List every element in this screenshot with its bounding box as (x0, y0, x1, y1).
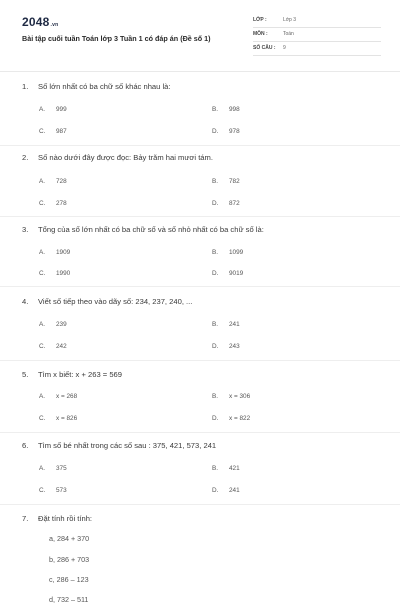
option-label: C. (39, 200, 46, 207)
option-label: C. (39, 128, 46, 135)
option-label: C. (39, 343, 46, 350)
option-a[interactable] (39, 393, 77, 400)
option-c[interactable] (39, 343, 67, 350)
divider (0, 504, 400, 505)
option-label: B. (212, 106, 219, 113)
option-value: 9019 (229, 270, 244, 277)
option-value: 243 (229, 343, 240, 350)
option-label: D. (212, 128, 219, 135)
option-value: 242 (56, 343, 67, 350)
option-value: 375 (56, 465, 67, 472)
option-b[interactable] (212, 249, 243, 256)
meta-grade-value: Lớp 3 (283, 17, 297, 23)
calc-item-b: b, 286 + 703 (49, 555, 90, 564)
divider (0, 432, 400, 433)
option-value: 278 (56, 200, 67, 207)
question-number: 5. (22, 370, 29, 379)
option-value: 987 (56, 128, 67, 135)
option-value: 421 (229, 465, 240, 472)
question-prompt: Số lớn nhất có ba chữ số khác nhau là: (38, 82, 171, 91)
question-text (22, 297, 192, 306)
question-number: 1. (22, 82, 29, 91)
meta-grade-label: LỚP : (253, 17, 267, 23)
option-c[interactable] (39, 128, 67, 135)
logo-text: 2048 (22, 15, 50, 29)
meta-grade (253, 14, 381, 28)
question-text (22, 441, 216, 450)
option-label: B. (212, 393, 219, 400)
option-value: 999 (56, 106, 67, 113)
question-number: 2. (22, 153, 29, 162)
question-text (22, 153, 213, 162)
question-prompt: Tìm số bé nhất trong các số sau : 375, 421, 573, 241 (38, 441, 217, 450)
page-title: Bài tập cuối tuần Toán lớp 3 Tuần 1 có đáp án (Đề số 1) (22, 34, 211, 43)
question-prompt: Tổng của số lớn nhất có ba chữ số và số nhỏ nhất có ba chữ số là: (38, 225, 264, 234)
option-d[interactable] (212, 487, 240, 494)
option-value: x = 822 (229, 415, 251, 422)
option-b[interactable] (212, 106, 240, 113)
option-label: C. (39, 415, 46, 422)
meta-count-value: 9 (283, 45, 286, 51)
option-c[interactable] (39, 487, 67, 494)
option-value: 872 (229, 200, 240, 207)
option-b[interactable] (212, 465, 240, 472)
option-value: 241 (229, 321, 240, 328)
option-label: D. (212, 415, 219, 422)
meta-subject-label: MÔN : (253, 31, 268, 37)
logo-suffix: .vn (50, 22, 59, 28)
option-d[interactable] (212, 200, 240, 207)
option-label: C. (39, 487, 46, 494)
question-number: 4. (22, 297, 29, 306)
calc-item-d: d, 732 – 511 (49, 595, 89, 604)
option-d[interactable] (212, 128, 240, 135)
option-c[interactable] (39, 200, 67, 207)
option-b[interactable] (212, 393, 250, 400)
calc-item-a: a, 284 + 370 (49, 534, 90, 543)
header-divider (0, 71, 400, 72)
option-value: 998 (229, 106, 240, 113)
option-value: x = 268 (56, 393, 78, 400)
option-d[interactable] (212, 343, 240, 350)
option-value: 239 (56, 321, 67, 328)
question-prompt: Số nào dưới đây được đọc: Bảy trăm hai mươi tám. (38, 153, 213, 162)
option-label: D. (212, 487, 219, 494)
meta-subject-value: Toán (283, 31, 294, 37)
option-d[interactable] (212, 415, 250, 422)
option-a[interactable] (39, 249, 70, 256)
option-label: A. (39, 178, 46, 185)
divider (0, 286, 400, 287)
option-b[interactable] (212, 321, 240, 328)
option-value: 978 (229, 128, 240, 135)
option-label: A. (39, 321, 46, 328)
question-text (22, 370, 122, 379)
calc-item-c: c, 286 – 123 (49, 575, 89, 584)
option-label: D. (212, 270, 219, 277)
option-value: 782 (229, 178, 240, 185)
meta-count-label: SỐ CÂU : (253, 45, 276, 51)
divider (0, 145, 400, 146)
option-a[interactable] (39, 106, 67, 113)
option-d[interactable] (212, 270, 243, 277)
option-label: B. (212, 249, 219, 256)
option-label: D. (212, 200, 219, 207)
site-logo[interactable] (22, 15, 58, 29)
option-label: B. (212, 178, 219, 185)
option-value: 573 (56, 487, 67, 494)
meta-subject (253, 28, 381, 42)
option-a[interactable] (39, 321, 67, 328)
option-label: A. (39, 393, 46, 400)
option-c[interactable] (39, 270, 70, 277)
option-b[interactable] (212, 178, 240, 185)
option-a[interactable] (39, 178, 67, 185)
option-value: 241 (229, 487, 240, 494)
question-text (22, 514, 92, 523)
question-prompt: Đặt tính rồi tính: (38, 514, 93, 523)
option-value: x = 306 (229, 393, 251, 400)
question-number: 7. (22, 514, 29, 523)
question-prompt: Tìm x biết: x + 263 = 569 (38, 370, 122, 379)
option-value: x = 826 (56, 415, 78, 422)
option-value: 728 (56, 178, 67, 185)
option-label: A. (39, 249, 46, 256)
meta-count (253, 42, 381, 56)
option-label: A. (39, 106, 46, 113)
question-number: 6. (22, 441, 29, 450)
question-number: 3. (22, 225, 29, 234)
worksheet-header (0, 0, 400, 70)
divider (0, 360, 400, 361)
option-label: B. (212, 321, 219, 328)
option-label: B. (212, 465, 219, 472)
divider (0, 216, 400, 217)
question-text (22, 225, 264, 234)
option-value: 1909 (56, 249, 71, 256)
question-prompt: Viết số tiếp theo vào dãy số: 234, 237, 240, ... (38, 297, 193, 306)
option-label: A. (39, 465, 46, 472)
option-value: 1099 (229, 249, 244, 256)
option-c[interactable] (39, 415, 77, 422)
question-text (22, 82, 171, 91)
option-a[interactable] (39, 465, 67, 472)
option-label: C. (39, 270, 46, 277)
option-label: D. (212, 343, 219, 350)
option-value: 1990 (56, 270, 71, 277)
